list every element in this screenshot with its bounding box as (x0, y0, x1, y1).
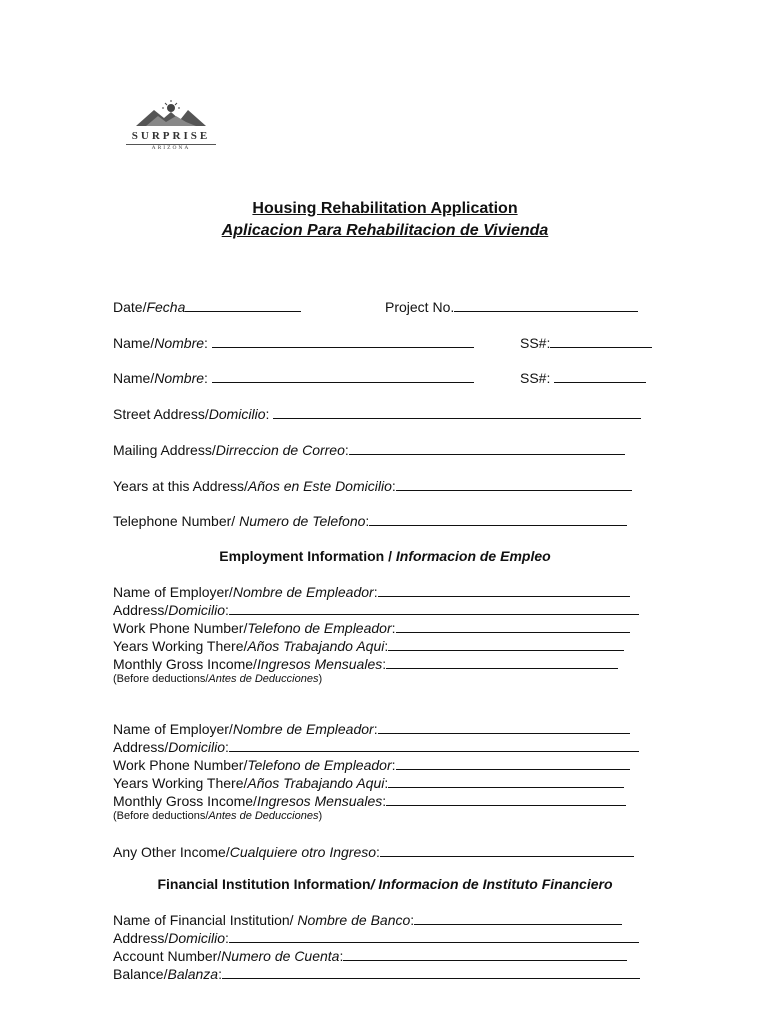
street-address-field: Street Address/Domicilio: (113, 405, 641, 423)
balance-field: Balance/Balanza: (113, 965, 640, 983)
mountain-sun-icon (116, 98, 226, 130)
date-input-line[interactable] (185, 298, 301, 312)
account-number-field: Account Number/Numero de Cuenta: (113, 947, 627, 965)
years-working-input-line-1[interactable] (388, 637, 624, 651)
mailing-address-field: Mailing Address/Dirreccion de Correo: (113, 441, 625, 459)
monthly-income-field-2: Monthly Gross Income/Ingresos Mensuales: (113, 792, 626, 810)
employer-address-input-line-1[interactable] (229, 601, 639, 615)
bank-name-input-line[interactable] (414, 911, 622, 925)
years-at-address-field: Years at this Address/Años en Este Domicilio: (113, 477, 632, 495)
work-phone-field-2: Work Phone Number/Telefono de Empleador: (113, 756, 630, 774)
years-working-field-1: Years Working There/Años Trabajando Aqui: (113, 637, 624, 655)
balance-input-line[interactable] (222, 965, 640, 979)
employer-name-input-line-1[interactable] (378, 583, 630, 597)
years-working-input-line-2[interactable] (388, 774, 624, 788)
monthly-income-input-line-2[interactable] (386, 792, 626, 806)
street-address-input-line[interactable] (273, 405, 641, 419)
employer-name-field-2: Name of Employer/Nombre de Empleador: (113, 720, 630, 738)
date-field: Date/Fecha (113, 298, 301, 316)
name-input-line-2[interactable] (212, 369, 474, 383)
employer-name-input-line-2[interactable] (378, 720, 630, 734)
telephone-field: Telephone Number/ Numero de Telefono: (113, 512, 627, 530)
city-logo (116, 98, 226, 156)
ss-input-line-2[interactable] (554, 369, 646, 383)
project-input-line[interactable] (454, 298, 638, 312)
monthly-income-field-1: Monthly Gross Income/Ingresos Mensuales: (113, 655, 618, 673)
telephone-input-line[interactable] (369, 512, 627, 526)
other-income-input-line[interactable] (380, 843, 634, 857)
name-field-2: Name/Nombre: (113, 369, 474, 387)
monthly-income-input-line-1[interactable] (386, 655, 618, 669)
financial-heading: Financial Institution Information/ Informacion de Instituto Financiero (157, 876, 613, 892)
other-income-field: Any Other Income/Cualquiere otro Ingreso: (113, 843, 634, 861)
name-field-1: Name/Nombre: (113, 334, 474, 352)
years-working-field-2: Years Working There/Años Trabajando Aqui: (113, 774, 624, 792)
ss-field-2: SS#: (520, 369, 646, 387)
project-field: Project No. (385, 298, 638, 316)
bank-name-field: Name of Financial Institution/ Nombre de Banco: (113, 911, 622, 929)
title-english: Housing Rehabilitation Application (252, 200, 518, 217)
ss-field-1: SS#: (520, 334, 652, 352)
employer-address-input-line-2[interactable] (229, 738, 639, 752)
logo-subtitle: ARIZONA (151, 145, 191, 151)
account-number-input-line[interactable] (343, 947, 627, 961)
employer-address-field-1: Address/Domicilio: (113, 601, 639, 619)
work-phone-input-line-1[interactable] (396, 619, 630, 633)
work-phone-field-1: Work Phone Number/Telefono de Empleador: (113, 619, 630, 637)
name-input-line-1[interactable] (212, 334, 474, 348)
deductions-note-1: (Before deductions/Antes de Deducciones) (113, 673, 323, 685)
logo-wordmark: SURPRISE (131, 130, 211, 142)
employer-name-field-1: Name of Employer/Nombre de Empleador: (113, 583, 630, 601)
title-spanish: Aplicacion Para Rehabilitacion de Vivienda (221, 222, 549, 239)
bank-address-field: Address/Domicilio: (113, 929, 639, 947)
employment-heading: Employment Information / Informacion de Empleo (219, 548, 551, 564)
years-at-address-input-line[interactable] (396, 477, 632, 491)
mailing-address-input-line[interactable] (349, 441, 625, 455)
ss-input-line-1[interactable] (550, 334, 652, 348)
deductions-note-2: (Before deductions/Antes de Deducciones) (113, 810, 323, 822)
bank-address-input-line[interactable] (229, 929, 639, 943)
employer-address-field-2: Address/Domicilio: (113, 738, 639, 756)
work-phone-input-line-2[interactable] (396, 756, 630, 770)
